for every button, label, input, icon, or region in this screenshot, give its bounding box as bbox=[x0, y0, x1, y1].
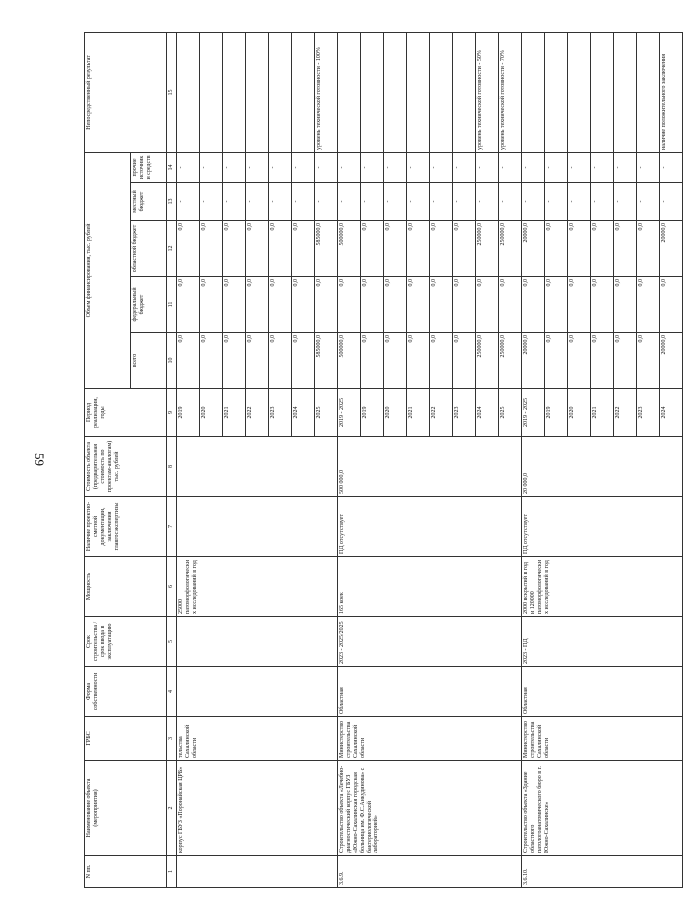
local-cell: - bbox=[292, 183, 315, 221]
header-cell: N пп. bbox=[85, 856, 167, 888]
result-cell bbox=[338, 32, 361, 152]
result-cell: уровень технической готовности - 50% bbox=[476, 32, 499, 152]
object-grbs: Министерство строительства Сахалинской области bbox=[338, 717, 522, 761]
federal-cell: 0,0 bbox=[246, 277, 269, 333]
federal-cell: 0,0 bbox=[292, 277, 315, 333]
federal-cell: 0,0 bbox=[384, 277, 407, 333]
result-cell bbox=[269, 32, 292, 152]
local-cell: - bbox=[591, 183, 614, 221]
other-cell: - bbox=[476, 152, 499, 182]
year-cell: 2019 - 2025 bbox=[522, 389, 545, 437]
result-cell bbox=[177, 32, 200, 152]
funding-group-header: Объем финансирования, тыс. рублей bbox=[85, 152, 131, 388]
local-cell: - bbox=[384, 183, 407, 221]
header-cell: Форма собственности bbox=[85, 667, 167, 717]
local-cell: - bbox=[269, 183, 292, 221]
object-name: Строительство объекта «Лечебно-диагностический корпус ГБУЗ «Южно-Сахалинская городская больница им. Ф.С.Анкудинова» с бактериологической лабораторией» bbox=[338, 761, 522, 856]
local-cell: - bbox=[545, 183, 568, 221]
other-cell: - bbox=[545, 152, 568, 182]
object-number: 3.6.9. bbox=[338, 856, 522, 888]
column-number: 3 bbox=[167, 717, 177, 761]
regional-cell: 0,0 bbox=[568, 221, 591, 277]
object-cost: 20 000,0 bbox=[522, 437, 683, 497]
federal-cell: 0,0 bbox=[223, 277, 246, 333]
local-cell: - bbox=[430, 183, 453, 221]
other-cell: - bbox=[568, 152, 591, 182]
column-number: 5 bbox=[167, 617, 177, 667]
total-cell: 0,0 bbox=[568, 333, 591, 389]
local-cell: - bbox=[660, 183, 683, 221]
other-cell: - bbox=[522, 152, 545, 182]
total-cell: 0,0 bbox=[177, 333, 200, 389]
year-cell: 2023 bbox=[269, 389, 292, 437]
year-cell: 2025 bbox=[499, 389, 522, 437]
header-cell: Стоимость объекта (предварительная стоимость по проектам-аналогам) тыс. рублей bbox=[85, 437, 167, 497]
object-name: корпус ГБУЗ «Поронайская ЦРБ» bbox=[177, 761, 338, 856]
regional-cell: 0,0 bbox=[637, 221, 660, 277]
column-number: 11 bbox=[167, 277, 177, 333]
object-docs bbox=[177, 497, 338, 557]
federal-cell: 0,0 bbox=[177, 277, 200, 333]
other-cell: - bbox=[269, 152, 292, 182]
total-cell: 585000,0 bbox=[315, 333, 338, 389]
header-cell: федеральный бюджет bbox=[131, 277, 167, 333]
other-cell: - bbox=[637, 152, 660, 182]
federal-cell: 0,0 bbox=[200, 277, 223, 333]
object-term bbox=[177, 617, 338, 667]
other-cell: - bbox=[499, 152, 522, 182]
total-cell: 0,0 bbox=[292, 333, 315, 389]
total-cell: 0,0 bbox=[637, 333, 660, 389]
year-cell: 2022 bbox=[614, 389, 637, 437]
local-cell: - bbox=[522, 183, 545, 221]
object-docs: ПД отсутствует bbox=[522, 497, 683, 557]
regional-cell: 0,0 bbox=[614, 221, 637, 277]
federal-cell: 0,0 bbox=[453, 277, 476, 333]
header-row-1 bbox=[85, 32, 131, 887]
local-cell: - bbox=[338, 183, 361, 221]
local-cell: - bbox=[223, 183, 246, 221]
other-cell: - bbox=[453, 152, 476, 182]
total-cell: 0,0 bbox=[246, 333, 269, 389]
federal-cell: 0,0 bbox=[269, 277, 292, 333]
column-number: 2 bbox=[167, 761, 177, 856]
total-cell: 0,0 bbox=[545, 333, 568, 389]
result-cell bbox=[545, 32, 568, 152]
regional-cell: 0,0 bbox=[292, 221, 315, 277]
column-number: 7 bbox=[167, 497, 177, 557]
total-cell: 500000,0 bbox=[338, 333, 361, 389]
object-grbs: тельства Сахалинской области bbox=[177, 717, 338, 761]
column-number: 14 bbox=[167, 152, 177, 182]
local-cell: - bbox=[568, 183, 591, 221]
federal-cell: 0,0 bbox=[338, 277, 361, 333]
column-number: 12 bbox=[167, 221, 177, 277]
year-cell: 2020 bbox=[384, 389, 407, 437]
result-cell bbox=[522, 32, 545, 152]
total-cell: 20000,0 bbox=[660, 333, 683, 389]
regional-cell: 0,0 bbox=[269, 221, 292, 277]
result-cell bbox=[246, 32, 269, 152]
page-number: 59 bbox=[32, 453, 47, 466]
local-cell: - bbox=[246, 183, 269, 221]
column-number: 4 bbox=[167, 667, 177, 717]
total-cell: 0,0 bbox=[384, 333, 407, 389]
object-cost bbox=[177, 437, 338, 497]
year-cell: 2023 bbox=[637, 389, 660, 437]
regional-cell: 0,0 bbox=[545, 221, 568, 277]
federal-cell: 0,0 bbox=[499, 277, 522, 333]
table-row bbox=[177, 32, 200, 887]
other-cell: - bbox=[660, 152, 683, 182]
object-capacity: 25000 патоморфологических исследований в год bbox=[177, 557, 338, 617]
result-cell bbox=[407, 32, 430, 152]
column-number: 15 bbox=[167, 32, 177, 152]
header-cell: прочие источники средств bbox=[131, 152, 167, 182]
other-cell: - bbox=[177, 152, 200, 182]
local-cell: - bbox=[453, 183, 476, 221]
header-cell: Непосредственный результат bbox=[85, 32, 167, 152]
year-cell: 2021 bbox=[407, 389, 430, 437]
regional-cell: 0,0 bbox=[591, 221, 614, 277]
federal-cell: 0,0 bbox=[637, 277, 660, 333]
federal-cell: 0,0 bbox=[315, 277, 338, 333]
local-cell: - bbox=[361, 183, 384, 221]
result-cell bbox=[200, 32, 223, 152]
other-cell: - bbox=[614, 152, 637, 182]
result-cell bbox=[591, 32, 614, 152]
object-term: 2023 - 2025/2025 bbox=[338, 617, 522, 667]
other-cell: - bbox=[246, 152, 269, 182]
local-cell: - bbox=[476, 183, 499, 221]
year-cell: 2019 bbox=[361, 389, 384, 437]
object-docs: ПД отсутствует bbox=[338, 497, 522, 557]
header-cell: всего bbox=[131, 333, 167, 389]
object-capacity: 2000 вскрытий в год и 120000 патоморфологических исследований в год bbox=[522, 557, 683, 617]
regional-cell: 0,0 bbox=[246, 221, 269, 277]
local-cell: - bbox=[637, 183, 660, 221]
regional-cell: 0,0 bbox=[407, 221, 430, 277]
local-cell: - bbox=[499, 183, 522, 221]
total-cell: 0,0 bbox=[614, 333, 637, 389]
result-cell bbox=[614, 32, 637, 152]
other-cell: - bbox=[315, 152, 338, 182]
result-cell bbox=[292, 32, 315, 152]
header-cell: Мощность bbox=[85, 557, 167, 617]
total-cell: 0,0 bbox=[361, 333, 384, 389]
regional-cell: 0,0 bbox=[430, 221, 453, 277]
year-cell: 2024 bbox=[660, 389, 683, 437]
other-cell: - bbox=[361, 152, 384, 182]
other-cell: - bbox=[407, 152, 430, 182]
total-cell: 0,0 bbox=[591, 333, 614, 389]
header-cell: Наличие проектно-сметной документации, заключения главгосэкспертизы bbox=[85, 497, 167, 557]
federal-cell: 0,0 bbox=[476, 277, 499, 333]
year-cell: 2019 bbox=[545, 389, 568, 437]
header-cell: Период реализации, годы bbox=[85, 389, 167, 437]
result-cell bbox=[361, 32, 384, 152]
other-cell: - bbox=[384, 152, 407, 182]
year-cell: 2022 bbox=[430, 389, 453, 437]
total-cell: 0,0 bbox=[430, 333, 453, 389]
table-row bbox=[522, 32, 545, 887]
regional-cell: 0,0 bbox=[361, 221, 384, 277]
object-capacity: 165 коек bbox=[338, 557, 522, 617]
object-cost: 500 000,0 bbox=[338, 437, 522, 497]
result-cell bbox=[223, 32, 246, 152]
regional-cell: 0,0 bbox=[177, 221, 200, 277]
object-ownership bbox=[177, 667, 338, 717]
year-cell: 2020 bbox=[568, 389, 591, 437]
year-cell: 2024 bbox=[292, 389, 315, 437]
federal-cell: 0,0 bbox=[545, 277, 568, 333]
regional-cell: 250000,0 bbox=[476, 221, 499, 277]
year-cell: 2021 bbox=[223, 389, 246, 437]
column-number: 13 bbox=[167, 183, 177, 221]
object-ownership: Областная bbox=[522, 667, 683, 717]
table-row bbox=[338, 32, 361, 887]
federal-cell: 0,0 bbox=[430, 277, 453, 333]
regional-cell: 20000,0 bbox=[660, 221, 683, 277]
result-cell bbox=[453, 32, 476, 152]
regional-cell: 250000,0 bbox=[499, 221, 522, 277]
year-cell: 2020 bbox=[200, 389, 223, 437]
column-number: 8 bbox=[167, 437, 177, 497]
object-ownership: Областная bbox=[338, 667, 522, 717]
other-cell: - bbox=[430, 152, 453, 182]
year-cell: 2023 bbox=[453, 389, 476, 437]
federal-cell: 0,0 bbox=[591, 277, 614, 333]
federal-cell: 0,0 bbox=[361, 277, 384, 333]
header-cell: Срок строительства / срок ввода в эксплуатацию bbox=[85, 617, 167, 667]
year-cell: 2022 bbox=[246, 389, 269, 437]
object-number: 3.6.10. bbox=[522, 856, 683, 888]
total-cell: 0,0 bbox=[407, 333, 430, 389]
local-cell: - bbox=[177, 183, 200, 221]
other-cell: - bbox=[223, 152, 246, 182]
column-number: 10 bbox=[167, 333, 177, 389]
header-cell: Наименование объекта (мероприятия) bbox=[85, 761, 167, 856]
local-cell: - bbox=[200, 183, 223, 221]
total-cell: 0,0 bbox=[200, 333, 223, 389]
result-cell bbox=[430, 32, 453, 152]
federal-cell: 0,0 bbox=[522, 277, 545, 333]
total-cell: 0,0 bbox=[269, 333, 292, 389]
year-cell: 2019 bbox=[177, 389, 200, 437]
year-cell: 2021 bbox=[591, 389, 614, 437]
federal-cell: 0,0 bbox=[407, 277, 430, 333]
result-cell bbox=[568, 32, 591, 152]
other-cell: - bbox=[292, 152, 315, 182]
header-cell: ГРБС bbox=[85, 717, 167, 761]
object-number bbox=[177, 856, 338, 888]
local-cell: - bbox=[614, 183, 637, 221]
year-cell: 2024 bbox=[476, 389, 499, 437]
other-cell: - bbox=[591, 152, 614, 182]
regional-cell: 500000,0 bbox=[338, 221, 361, 277]
regional-cell: 0,0 bbox=[200, 221, 223, 277]
regional-cell: 585000,0 bbox=[315, 221, 338, 277]
header-cell: областной бюджет bbox=[131, 221, 167, 277]
column-number: 1 bbox=[167, 856, 177, 888]
year-cell: 2025 bbox=[315, 389, 338, 437]
column-number-row bbox=[167, 32, 177, 887]
result-cell: уровень технической готовности - 70% bbox=[499, 32, 522, 152]
financing-table bbox=[84, 32, 683, 888]
result-cell: наличие положительного заключения bbox=[660, 32, 683, 152]
result-cell bbox=[384, 32, 407, 152]
rotated-table-container bbox=[84, 33, 667, 888]
year-cell: 2019 - 2025 bbox=[338, 389, 361, 437]
local-cell: - bbox=[407, 183, 430, 221]
total-cell: 250000,0 bbox=[476, 333, 499, 389]
result-cell bbox=[637, 32, 660, 152]
other-cell: - bbox=[338, 152, 361, 182]
header-cell: местный бюджет bbox=[131, 183, 167, 221]
column-number: 6 bbox=[167, 557, 177, 617]
column-number: 9 bbox=[167, 389, 177, 437]
total-cell: 20000,0 bbox=[522, 333, 545, 389]
regional-cell: 0,0 bbox=[223, 221, 246, 277]
regional-cell: 0,0 bbox=[384, 221, 407, 277]
total-cell: 0,0 bbox=[223, 333, 246, 389]
local-cell: - bbox=[315, 183, 338, 221]
other-cell: - bbox=[200, 152, 223, 182]
federal-cell: 0,0 bbox=[660, 277, 683, 333]
total-cell: 0,0 bbox=[453, 333, 476, 389]
federal-cell: 0,0 bbox=[614, 277, 637, 333]
regional-cell: 0,0 bbox=[453, 221, 476, 277]
object-grbs: Министерство строительства Сахалинской области bbox=[522, 717, 683, 761]
federal-cell: 0,0 bbox=[568, 277, 591, 333]
object-name: Строительство объекта «Здание областного патологоанатомического бюро в г. Южно-Сахалинске» bbox=[522, 761, 683, 856]
object-term: 2023 - ПД bbox=[522, 617, 683, 667]
result-cell: уровень технической готовности - 100% bbox=[315, 32, 338, 152]
regional-cell: 20000,0 bbox=[522, 221, 545, 277]
total-cell: 250000,0 bbox=[499, 333, 522, 389]
